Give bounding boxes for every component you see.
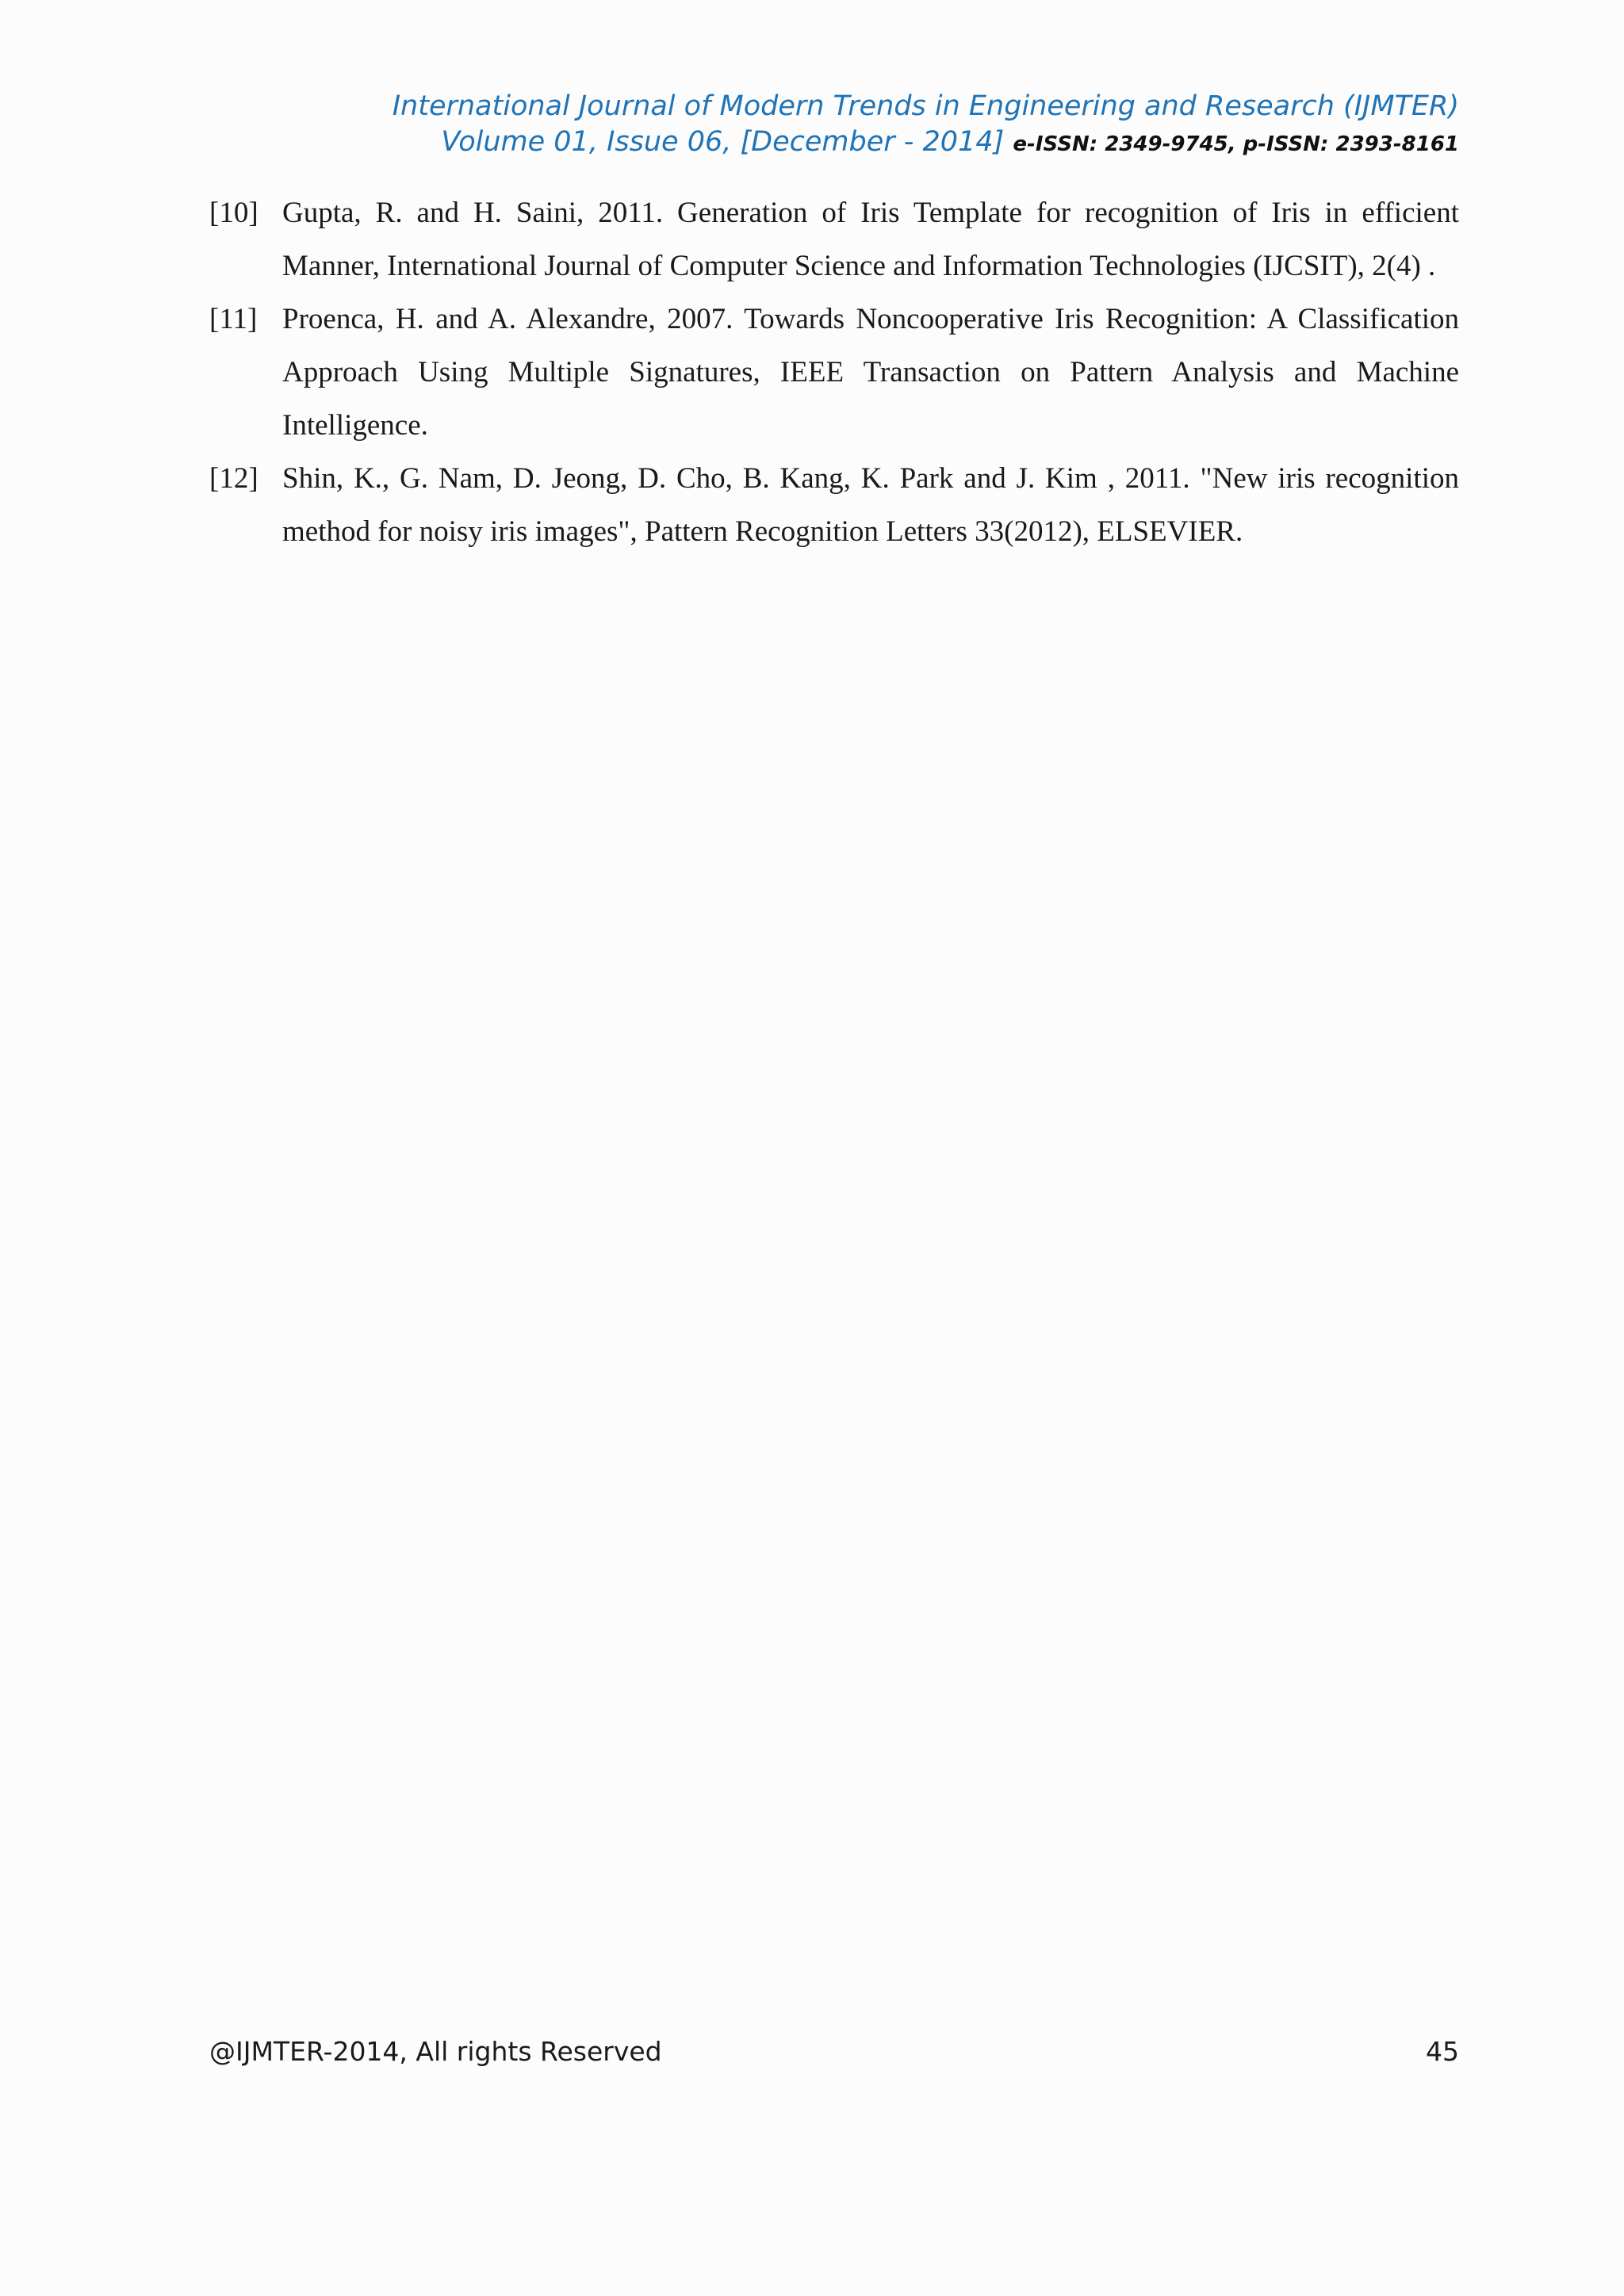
reference-text: Proenca, H. and A. Alexandre, 2007. Towards Noncooperative Iris Recognition: A Classification Approach Using Multiple Signatures, IEEE Transaction on Pattern Analysis and Machine Intelligence. [282,303,1459,442]
volume-issue-line [111,124,1459,163]
page-footer [209,2036,1459,2067]
reference-number: [10] [209,197,259,229]
reference-text: Shin, K., G. Nam, D. Jeong, D. Cho, B. Kang, K. Park and J. Kim , 2011. "New iris recognition method for noisy iris images", Pattern Recognition Letters 33(2012), ELSEVIER. [282,462,1459,548]
page-number: 45 [1426,2036,1459,2067]
reference-item [209,186,1459,293]
issn-numbers: e-ISSN: 2349-9745, p-ISSN: 2393-8161 [1013,132,1459,156]
volume-issue: Volume 01, Issue 06, [December - 2014] [441,126,1005,158]
copyright-notice: @IJMTER-2014, All rights Reserved [209,2036,662,2067]
journal-title: International Journal of Modern Trends in Engineering and Research (IJMTER) [392,90,1459,122]
reference-item [209,452,1459,558]
reference-text: Gupta, R. and H. Saini, 2011. Generation of Iris Template for recognition of Iris in efficient Manner, International Journal of Computer Science and Information Technologies (IJCSIT), 2(4) . [282,197,1459,282]
reference-number: [12] [209,462,259,495]
reference-item [209,293,1459,452]
running-header [111,89,1459,163]
reference-number: [11] [209,303,258,335]
reference-list [209,186,1459,558]
